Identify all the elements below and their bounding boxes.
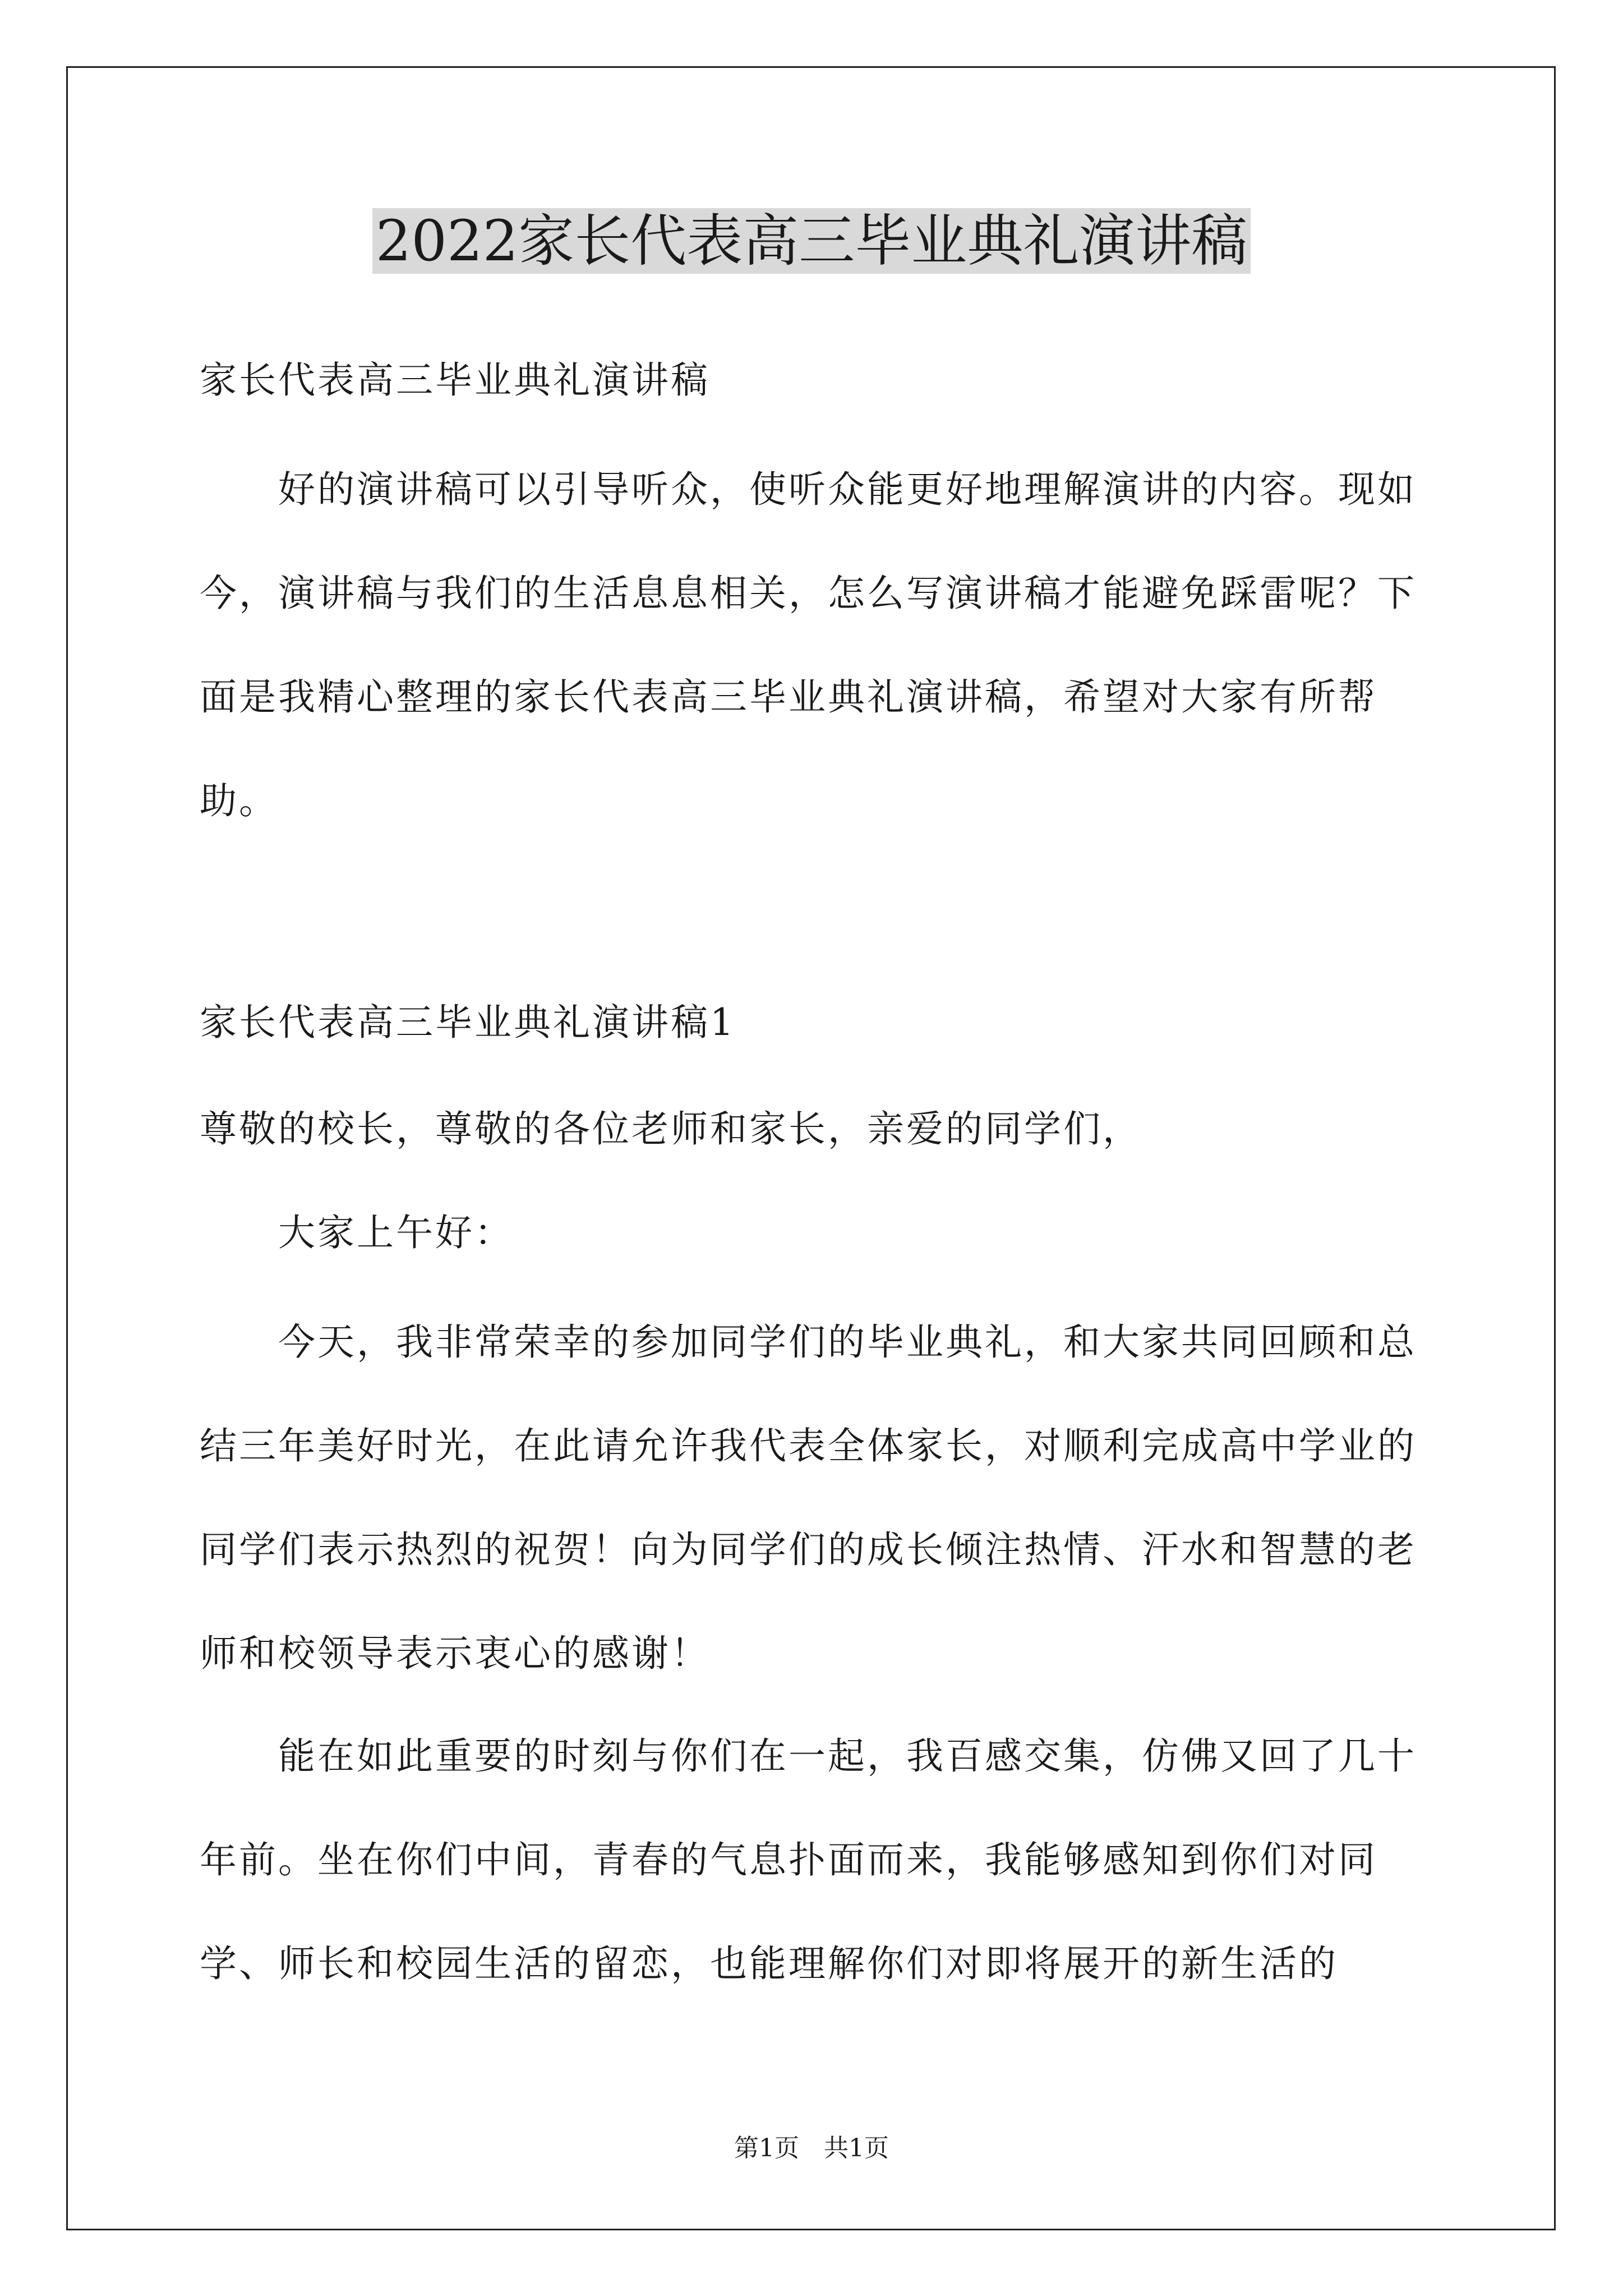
greeting: 大家上午好：: [278, 1211, 514, 1254]
section-heading: 家长代表高三毕业典礼演讲稿1: [200, 1001, 736, 1044]
page-number: 第1页 共1页: [734, 2134, 889, 2162]
body-paragraph-1: 今天，我非常荣幸的参加同学们的毕业典礼，和大家共同回顾和总结三年美好时光，在此请允许我代表全体家长，对顺利完成高中学业的同学们表示热烈的祝贺！向为同学们的成长倾注热情、汗水和智慧的老师和校领导表示衷心的感谢！: [200, 1320, 1417, 1675]
document-title: [0, 202, 1623, 280]
body-paragraph-2: 能在如此重要的时刻与你们在一起，我百感交集，仿佛又回了几十年前。坐在你们中间，青春的气息扑面而来，我能够感知到你们对同学、师长和校园生活的留恋，也能理解你们对即将展开的新生活的: [200, 1734, 1417, 1985]
document-title-text: 2022家长代表高三毕业典礼演讲稿: [372, 208, 1251, 274]
document-subtitle: 家长代表高三毕业典礼演讲稿: [200, 358, 710, 402]
salutation: 尊敬的校长，尊敬的各位老师和家长，亲爱的同学们，: [200, 1107, 1142, 1151]
intro-paragraph: 好的演讲稿可以引导听众，使听众能更好地理解演讲的内容。现如今，演讲稿与我们的生活息息相关，怎么写演讲稿才能避免踩雷呢？下面是我精心整理的家长代表高三毕业典礼演讲稿，希望对大家有所帮助。: [200, 468, 1417, 822]
